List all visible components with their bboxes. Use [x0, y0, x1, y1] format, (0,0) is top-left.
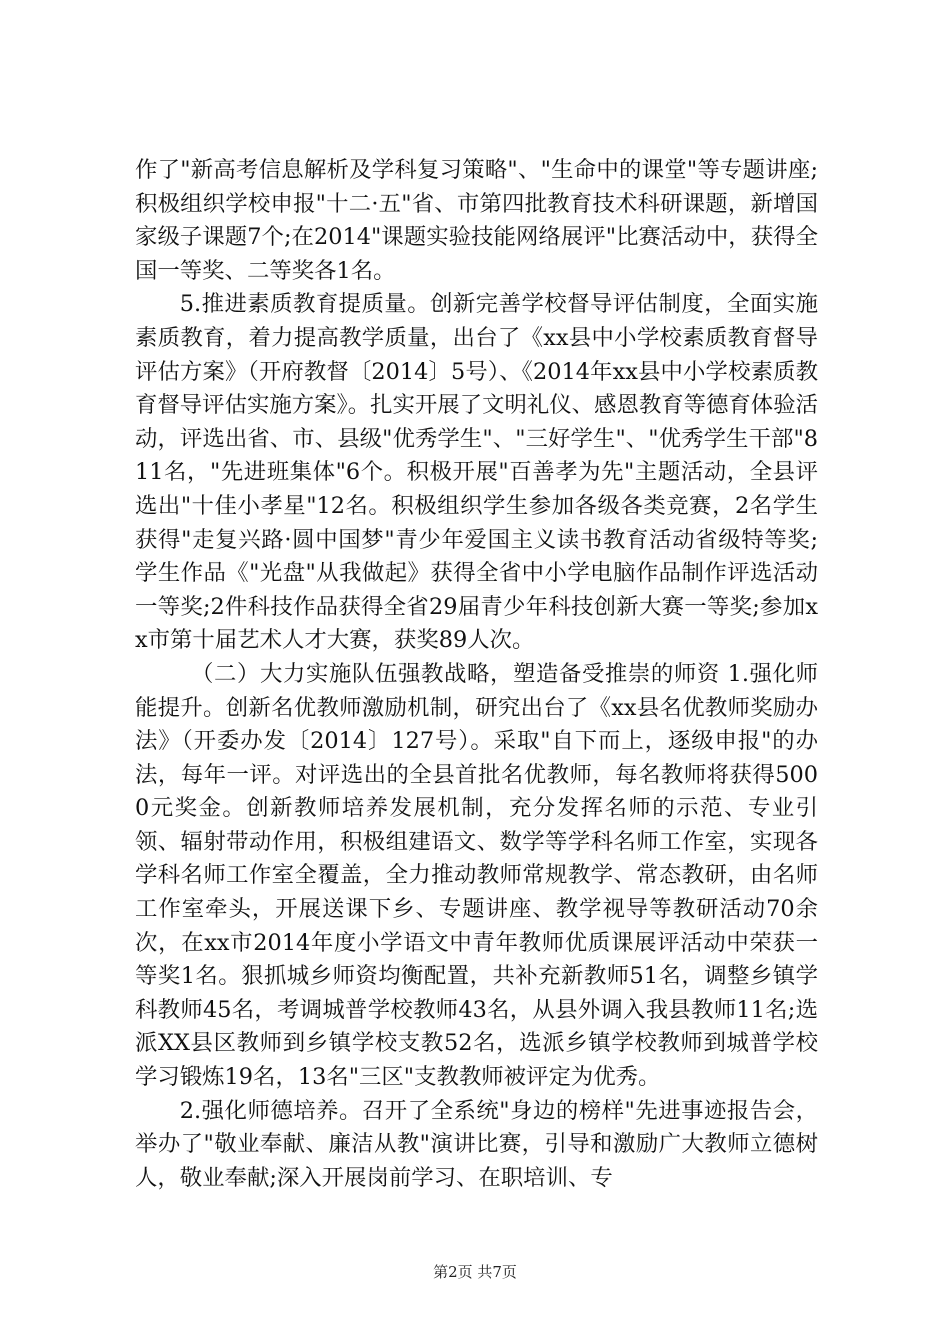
page-footer: 第2页 共7页 [433, 1263, 517, 1281]
document-body [135, 154, 818, 1195]
paragraph-teacher-ethics: 2.强化师德培养。召开了全系统"身边的榜样"先进事迹报告会，举办了"敬业奉献、廉洁从教"演讲比赛，引导和激励广大教师立德树人，敬业奉献;深入开展岗前学习、在职培训、专 [135, 1097, 818, 1191]
paragraph-quality-education: 5.推进素质教育提质量。创新完善学校督导评估制度，全面实施素质教育，着力提高教学质量，出台了《xx县中小学校素质教育督导评估方案》（开府教督〔2014〕5号）、《2014年xx县中小学校素质教育督导评估实施方案》。扎实开展了文明礼仪、感恩教育等德育体验活动，评选出省、市、县级"优秀学生"、"三好学生"、"优秀学生干部"811名，"先进班集体"6个。积极开展"百善孝为先"主题活动，全县评选出"十佳小孝星"12名。积极组织学生参加各级各类竞赛，2名学生获得"走复兴路·圆中国梦"青少年爱国主义读书教育活动省级特等奖;学生作品《"光盘"从我做起》获得全省中小学电脑作品制作评选活动一等奖;2件科技作品获得全省29届青少年科技创新大赛一等奖;参加xx市第十届艺术人才大赛，获奖89人次。 [135, 291, 818, 654]
paragraph-continuation: 作了"新高考信息解析及学科复习策略"、"生命中的课堂"等专题讲座;积极组织学校申报"十二·五"省、市第四批教育技术科研课题，新增国家级子课题7个;在2014"课题实验技能网络展评"比赛活动中，获得全国一等奖、二等奖各1名。 [135, 157, 818, 284]
paragraph-teacher-team: （二）大力实施队伍强教战略，塑造备受推崇的师资 1.强化师能提升。创新名优教师激励机制，研究出台了《xx县名优教师奖励办法》（开委办发〔2014〕127号）。采取"自下而上，逐级申报"的办法，每年一评。对评选出的全县首批名优教师，每名教师将获得5000元奖金。创新教师培养发展机制，充分发挥名师的示范、专业引领、辐射带动作用，积极组建语文、数学等学科名师工作室，实现各学科名师工作室全覆盖，全力推动教师常规教学、常态教研，由名师工作室牵头，开展送课下乡、专题讲座、教学视导等教研活动70余次，在xx市2014年度小学语文中青年教师优质课展评活动中荣获一等奖1名。狠抓城乡师资均衡配置，共补充新教师51名，调整乡镇学科教师45名，考调城普学校教师43名，从县外调入我县教师11名;选派XX县区教师到乡镇学校支教52名，选派乡镇学校教师到城普学校学习锻炼19名，13名"三区"支教教师被评定为优秀。 [135, 660, 818, 1091]
